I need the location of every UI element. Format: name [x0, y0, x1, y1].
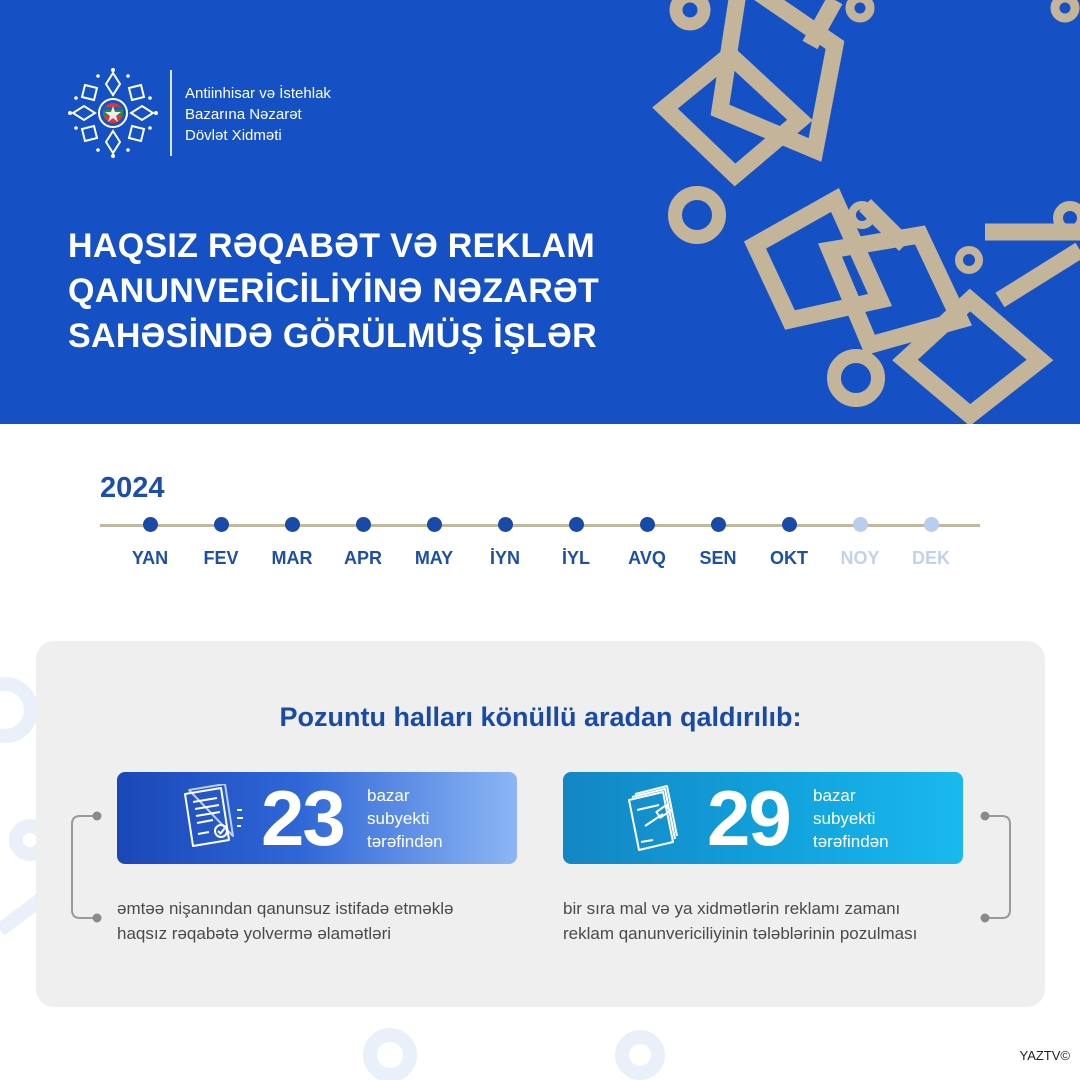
stat-number: 23: [261, 774, 344, 862]
timeline-month: [252, 517, 332, 569]
timeline-dot: [569, 517, 584, 532]
decorative-pattern: [0, 0, 1080, 424]
timeline-month: [749, 517, 829, 569]
title-line: SAHƏSİNDƏ GÖRÜLMÜŞ İŞLƏR: [68, 317, 597, 355]
timeline-month-label: İYL: [561, 548, 590, 568]
stat-description: [563, 896, 917, 946]
organization-name: [185, 83, 331, 146]
timeline-month: [323, 517, 403, 569]
timeline-year: 2024: [100, 472, 165, 504]
timeline-month: [465, 517, 545, 569]
stat-number: 29: [707, 774, 790, 862]
timeline-dot: [924, 517, 939, 532]
timeline-month-label: OKT: [770, 548, 808, 568]
document-check-icon: [177, 784, 245, 852]
title-line: QANUNVERİCİLİYİNƏ NƏZARƏT: [68, 272, 600, 310]
logo-divider: [170, 70, 172, 156]
bracket-connector-left: [66, 808, 106, 928]
stat-unit-line: tərəfindən: [367, 832, 443, 851]
timeline-month-label: FEV: [203, 548, 239, 568]
stat-unit-line: bazar: [367, 786, 410, 805]
timeline-dot: [214, 517, 229, 532]
timeline-dot: [285, 517, 300, 532]
stat-unit-line: subyekti: [367, 809, 430, 828]
timeline-month-label: MAY: [414, 548, 454, 568]
description-line: haqsız rəqabətə yolvermə əlamətləri: [117, 924, 392, 943]
bracket-connector-right: [976, 808, 1016, 928]
stat-unit: [367, 784, 443, 853]
timeline-dot: [711, 517, 726, 532]
description-line: əmtəə nişanından qanunsuz istifadə etməklə: [117, 899, 454, 918]
timeline-dot: [427, 517, 442, 532]
timeline-month: [678, 517, 758, 569]
stat-unit-line: tərəfindən: [813, 832, 889, 851]
timeline-month: [181, 517, 261, 569]
stat-card-advertising: [563, 772, 963, 864]
timeline-month-label: İYN: [489, 548, 520, 568]
timeline-month-label: YAN: [131, 548, 169, 568]
documents-gavel-icon: [623, 784, 691, 852]
timeline-month-label: MAR: [271, 548, 313, 568]
timeline-month-label: AVQ: [628, 548, 666, 568]
page-title: [68, 224, 599, 359]
timeline-month-label: SEN: [699, 548, 737, 568]
timeline-month-label: APR: [343, 548, 382, 568]
timeline-dot: [498, 517, 513, 532]
panel-title: Pozuntu halları könüllü aradan qaldırılıb:: [279, 702, 802, 732]
timeline-month: [110, 517, 190, 569]
timeline-dot: [143, 517, 158, 532]
title-line: HAQSIZ RƏQABƏT VƏ REKLAM: [68, 227, 596, 265]
stat-card-trademark: [117, 772, 517, 864]
header-banner: [0, 0, 1080, 424]
stat-unit: [813, 784, 889, 853]
org-name-line: Dövlət Xidməti: [185, 127, 282, 144]
org-name-line: Bazarına Nəzarət: [185, 106, 302, 123]
copyright-text: YAZTV©: [1019, 1048, 1070, 1063]
description-line: reklam qanunvericiliyinin tələblərinin pozulması: [563, 924, 918, 943]
emblem-logo: [68, 68, 158, 158]
stat-description: [117, 896, 453, 946]
stat-unit-line: bazar: [813, 786, 856, 805]
timeline-month: [394, 517, 474, 569]
timeline-month: [536, 517, 616, 569]
timeline-month-label: NOY: [840, 548, 880, 568]
timeline-month: [820, 517, 900, 569]
description-line: bir sıra mal və ya xidmətlərin reklamı zamanı: [563, 899, 901, 918]
timeline-month: [607, 517, 687, 569]
timeline-dot: [782, 517, 797, 532]
timeline-month-label: DEK: [911, 548, 950, 568]
timeline-month: [891, 517, 971, 569]
timeline-dot: [640, 517, 655, 532]
timeline-dot: [356, 517, 371, 532]
org-name-line: Antiinhisar və İstehlak: [185, 85, 331, 102]
stat-unit-line: subyekti: [813, 809, 876, 828]
timeline-dot: [853, 517, 868, 532]
